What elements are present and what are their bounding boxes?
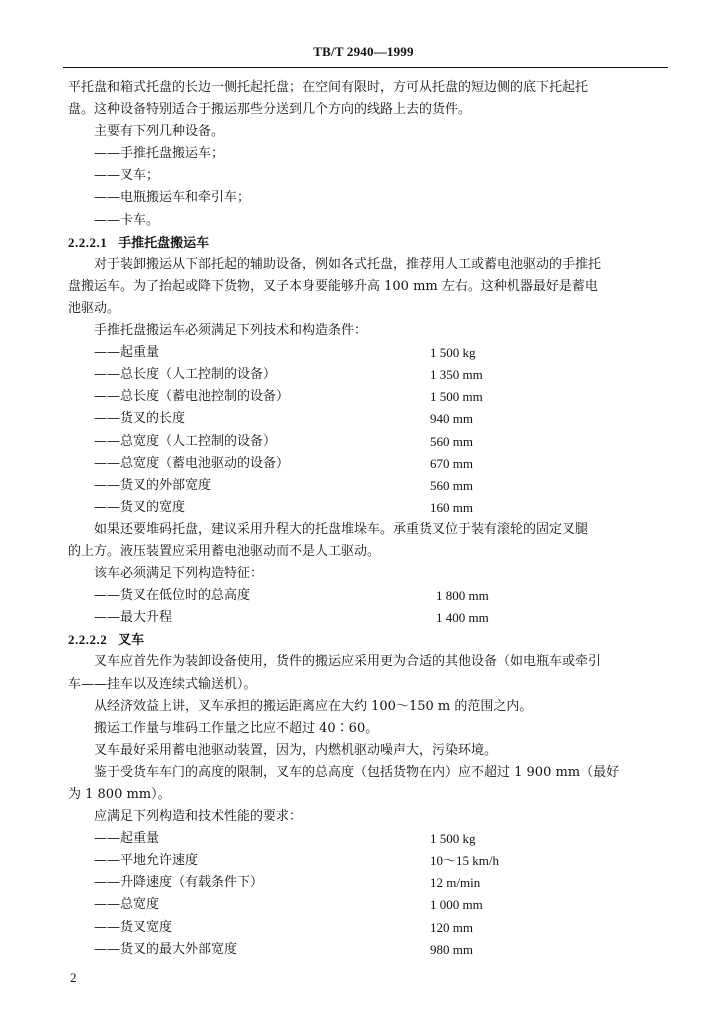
page-number: 2 — [70, 970, 77, 985]
equipment-item: ——卡车。 — [94, 212, 160, 228]
paragraph-line: 对于装卸搬运从下部托起的辅助设备，例如各式托盘，推荐用人工或蓄电池驱动的手推托 — [94, 256, 602, 272]
spec-row — [68, 828, 666, 850]
section-title: 手推托盘搬运车 — [118, 234, 210, 250]
header-rule — [63, 67, 668, 68]
spec-value: 1 500 kg — [430, 831, 476, 847]
section-heading-forklift — [68, 629, 666, 651]
spec-value: 1 500 kg — [430, 345, 476, 361]
spec-row — [68, 607, 666, 629]
requirements-intro: 手推托盘搬运车必须满足下列技术和构造条件： — [94, 323, 368, 339]
spec-label: ——平地允许速度 — [94, 853, 199, 869]
section-heading-hand-pallet-truck — [68, 232, 666, 254]
spec-value: 12 m/min — [430, 875, 481, 891]
spec-value: 10～15 km/h — [430, 853, 499, 869]
spec-value: 560 mm — [430, 477, 473, 493]
spec-value: 1 800 mm — [436, 588, 489, 604]
paragraph-line: 盘搬运车。为了抬起或降下货物，叉子本身要能够升高 100 mm 左右。这种机器最好是蓄电 — [68, 278, 598, 294]
spec-value: 940 mm — [430, 411, 473, 427]
spec-label: ——货叉的外部宽度 — [94, 477, 212, 493]
spec-row — [68, 497, 666, 519]
requirements-intro: 应满足下列构造和技术性能的要求： — [94, 809, 303, 825]
spec-value: 120 mm — [430, 919, 473, 935]
equipment-intro: 主要有下列几种设备。 — [94, 124, 225, 140]
spec-value: 560 mm — [430, 433, 473, 449]
document-code: TB/T 2940—1999 — [313, 44, 414, 59]
paragraph-line: 鉴于受货车车门的高度的限制，叉车的总高度（包括货物在内）应不超过 1 900 mm（最好 — [94, 764, 620, 780]
paragraph-line: 搬运工作量与堆码工作量之比应不超过 40∶60。 — [94, 720, 379, 736]
equipment-item: ——电瓶搬运车和牵引车； — [94, 190, 251, 206]
spec-row — [68, 585, 666, 607]
spec-row — [68, 475, 666, 497]
spec-label: ——起重量 — [94, 831, 160, 847]
spec-label: ——总宽度（人工控制的设备） — [94, 433, 277, 449]
spec-value: 670 mm — [430, 455, 473, 471]
paragraph-line: 的上方。液压装置应采用蓄电池驱动而不是人工驱动。 — [68, 543, 381, 559]
spec-label: ——总长度（人工控制的设备） — [94, 367, 277, 383]
spec-label: ——起重量 — [94, 345, 160, 361]
spec-label: ——货叉在低位时的总高度 — [94, 588, 251, 604]
spec-row — [68, 939, 666, 961]
paragraph-line: 为 1 800 mm）。 — [68, 787, 171, 802]
spec-value: 160 mm — [430, 499, 473, 515]
spec-label: ——升降速度（有载条件下） — [94, 875, 264, 891]
spec-value: 1 000 mm — [430, 897, 483, 913]
equipment-item: ——叉车； — [94, 168, 160, 184]
paragraph-line: 池驱动。 — [68, 300, 121, 316]
section-number: 2.2.2.2 — [68, 632, 108, 648]
spec-label: ——总长度（蓄电池控制的设备） — [94, 389, 290, 405]
spec-label: ——最大升程 — [94, 610, 173, 626]
paragraph-line: 从经济效益上讲，叉车承担的搬运距离应在大约 100～150 m 的范围之内。 — [94, 698, 533, 714]
spec-value: 1 350 mm — [430, 367, 483, 383]
spec-value: 980 mm — [430, 941, 473, 957]
equipment-item: ——手推托盘搬运车； — [94, 146, 225, 162]
section-title: 叉车 — [118, 632, 145, 648]
page-content — [68, 77, 666, 961]
intro-paragraph-line: 平托盘和箱式托盘的长边一侧托起托盘；在空间有限时，方可从托盘的短边侧的底下托起托 — [68, 80, 589, 95]
spec-row — [68, 894, 666, 916]
paragraph-line: 叉车最好采用蓄电池驱动装置，因为，内燃机驱动噪声大，污染环境。 — [94, 742, 498, 758]
spec-row — [68, 408, 666, 430]
spec-row — [68, 342, 666, 364]
spec-label: ——货叉的宽度 — [94, 499, 186, 515]
spec-value: 1 400 mm — [436, 610, 489, 626]
spec-row — [68, 364, 666, 386]
spec-value: 1 500 mm — [430, 389, 483, 405]
paragraph-line: 叉车应首先作为装卸设备使用，货件的搬运应采用更为合适的其他设备（如电瓶车或牵引 — [94, 654, 602, 670]
spec-row — [68, 872, 666, 894]
spec-label: ——货叉的最大外部宽度 — [94, 941, 238, 957]
spec-row — [68, 386, 666, 408]
spec-label: ——货叉宽度 — [94, 919, 173, 935]
spec-label: ——总宽度（蓄电池驱动的设备） — [94, 455, 290, 471]
requirements-intro: 该车必须满足下列构造特征： — [94, 566, 264, 582]
paragraph-line: 车——挂车以及连续式输送机）。 — [68, 676, 257, 692]
spec-label: ——货叉的长度 — [94, 411, 186, 427]
spec-row — [68, 453, 666, 475]
spec-row — [68, 850, 666, 872]
section-number: 2.2.2.1 — [68, 234, 108, 250]
spec-label: ——总宽度 — [94, 897, 160, 913]
intro-paragraph-line: 盘。这种设备特别适合于搬运那些分送到几个方向的线路上去的货件。 — [68, 102, 472, 118]
spec-row — [68, 431, 666, 453]
spec-row — [68, 917, 666, 939]
paragraph-line: 如果还要堆码托盘，建议采用升程大的托盘堆垛车。承重货叉位于装有滚轮的固定叉腿 — [94, 521, 589, 537]
